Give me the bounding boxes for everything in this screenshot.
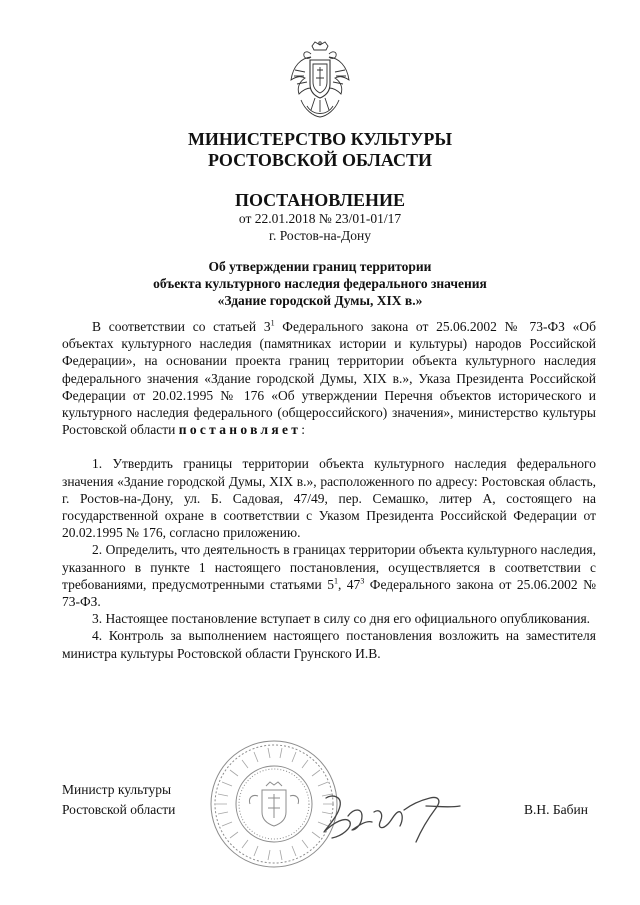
subject-line2: объекта культурного наследия федерального значения [153, 276, 487, 291]
item-2-text-part2: , 47 [337, 576, 361, 592]
preamble-text-part2: Федерального закона от 25.06.2002 № 73-ФЗ «Об объектах культурного наследия (памятниках истории и культуры) народов Российской Федерации», на основании проекта границ территории объекта культурного наследия федерального значения «Здание городской Думы, XIX в.», Указа Президента Российской Федерации от 20.02.1995 № 176 «Об утверждении Перечня объектов исторического и культурного наследия федерального (общероссийского) значения», министерство культуры Ростовской области [62, 319, 596, 438]
document-city: г. Ростов-на-Дону [268, 228, 371, 243]
preamble-text-part1: В соответствии со статьей 3 [92, 319, 271, 334]
item-2-text-part3: Федерального закона от 25.06.2002 № 73-ФЗ. [62, 576, 596, 610]
item-paragraph-2 [62, 541, 596, 610]
item-2-text-part1: 2. Определить, что деятельность в границах территории объекта культурного наследия, указанного в пункте 1 настоящего постановления, осуществляется в соответствии с требованиями, предусмотренными статьями 5 [62, 542, 596, 592]
signatory-title [62, 780, 175, 820]
coat-of-arms-icon [287, 40, 353, 120]
subject-line1: Об утверждении границ территории [208, 259, 432, 274]
document-subject [0, 258, 640, 309]
item-2-superscript-1: 1 [333, 576, 338, 586]
ministry-name-line1: МИНИСТЕРСТВО КУЛЬТУРЫ [187, 129, 453, 149]
preamble-colon: : [301, 422, 305, 438]
handwritten-signature-icon [318, 786, 468, 846]
paragraph-gap [62, 438, 596, 455]
signatory-title-line1: Министр культуры [62, 782, 172, 797]
document-body [62, 318, 596, 662]
signatory-title-line2: Ростовской области [62, 802, 176, 817]
preamble-verb: постановляет [178, 422, 302, 438]
item-paragraph-1: 1. Утвердить границы территории объекта культурного наследия федерального значения «Здание городской Думы, XIX в.», расположенного по адресу: Ростовская область, г. Ростов-на-Дону, ул. Б. Садовая, 47/49, пер. Семашко, литер А, состоящего на государственной охране в соответствии с Указом Президента Российской Федерации от 20.02.1995 № 176, согласно приложению. [62, 456, 596, 541]
item-2-superscript-2: 3 [360, 576, 365, 586]
preamble-paragraph [62, 318, 596, 438]
ministry-name-line2: РОСТОВСКОЙ ОБЛАСТИ [208, 150, 432, 170]
item-paragraph-4: 4. Контроль за выполнением настоящего постановления возложить на заместителя министра культуры Ростовской области Грунского И.В. [62, 628, 596, 661]
document-type: ПОСТАНОВЛЕНИЕ [234, 190, 406, 210]
subject-line3: «Здание городской Думы, XIX в.» [217, 293, 423, 308]
signatory-name: В.Н. Бабин [524, 802, 588, 817]
document-date-number: от 22.01.2018 № 23/01-01/17 [238, 211, 402, 226]
preamble-superscript: 1 [270, 318, 275, 328]
document-meta [0, 210, 640, 244]
item-paragraph-3: 3. Настоящее постановление вступает в силу со дня его официального опубликования. [92, 611, 591, 627]
ministry-name [0, 129, 640, 171]
